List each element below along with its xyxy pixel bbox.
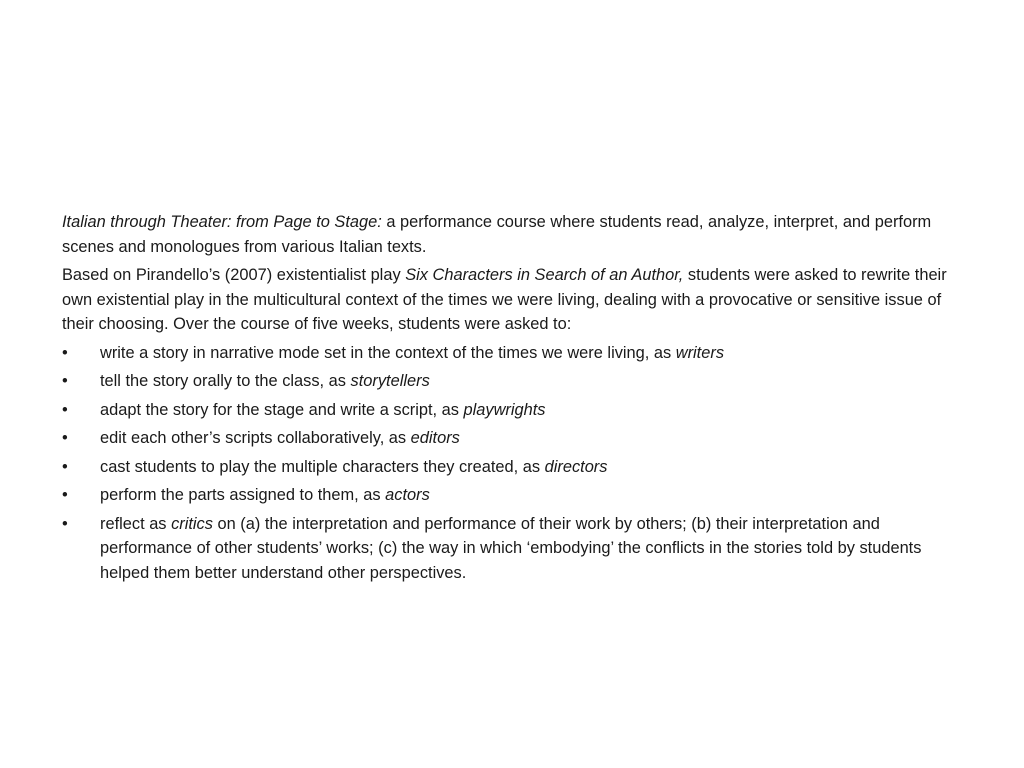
task-role: actors (385, 486, 430, 504)
task-text: cast students to play the multiple characters they created, as (100, 457, 545, 476)
context-text-after: students were asked to rewrite their own existential play in the multicultural context of the times we were living, dealing with a provocative or sensitive issue of their choosing. Over the course of five weeks, students were asked to: (62, 266, 947, 333)
bullet-icon: • (62, 400, 68, 419)
list-item (62, 426, 962, 451)
bullet-icon: • (62, 514, 68, 533)
bullet-icon: • (62, 343, 68, 362)
task-role: playwrights (463, 400, 546, 419)
course-description: a performance course where students read, analyze, interpret, and perform scenes and monologues from various Italian texts. (62, 213, 932, 256)
context-paragraph (62, 263, 962, 337)
task-text: perform the parts assigned to them, as (100, 486, 386, 504)
task-list (62, 341, 962, 586)
bullet-icon: • (62, 372, 68, 390)
slide-body (62, 210, 962, 589)
task-role: editors (410, 429, 460, 447)
task-text: adapt the story for the stage and write a script, as (100, 400, 464, 419)
list-item (62, 398, 962, 423)
list-item (62, 455, 962, 480)
list-item (62, 341, 962, 366)
list-item (62, 369, 962, 394)
task-text: reflect as (100, 514, 172, 533)
task-role: directors (544, 457, 608, 476)
task-text: edit each other’s scripts collaboratively, as (100, 429, 411, 447)
list-item (62, 483, 962, 508)
context-text-before: Based on Pirandello’s (2007) existentialist play (62, 266, 406, 284)
task-text-after: on (a) the interpretation and performance of their work by others; (b) their interpretation and performance of other students’ works; (c) the way in which ‘embodying’ the conflicts in the stories told by students helped them better understand other perspectives. (100, 514, 922, 582)
task-role: critics (171, 514, 213, 533)
intro-paragraph (62, 210, 962, 259)
task-text: write a story in narrative mode set in the context of the times we were living, as (100, 343, 676, 362)
bullet-icon: • (62, 457, 68, 476)
task-role: writers (675, 343, 725, 362)
play-title: Six Characters in Search of an Author, (405, 266, 684, 284)
task-text: tell the story orally to the class, as (100, 372, 351, 390)
bullet-icon: • (62, 429, 68, 447)
bullet-icon: • (62, 486, 68, 504)
course-title: Italian through Theater: from Page to Stage: (62, 213, 382, 231)
task-role: storytellers (350, 372, 430, 390)
list-item (62, 512, 962, 586)
